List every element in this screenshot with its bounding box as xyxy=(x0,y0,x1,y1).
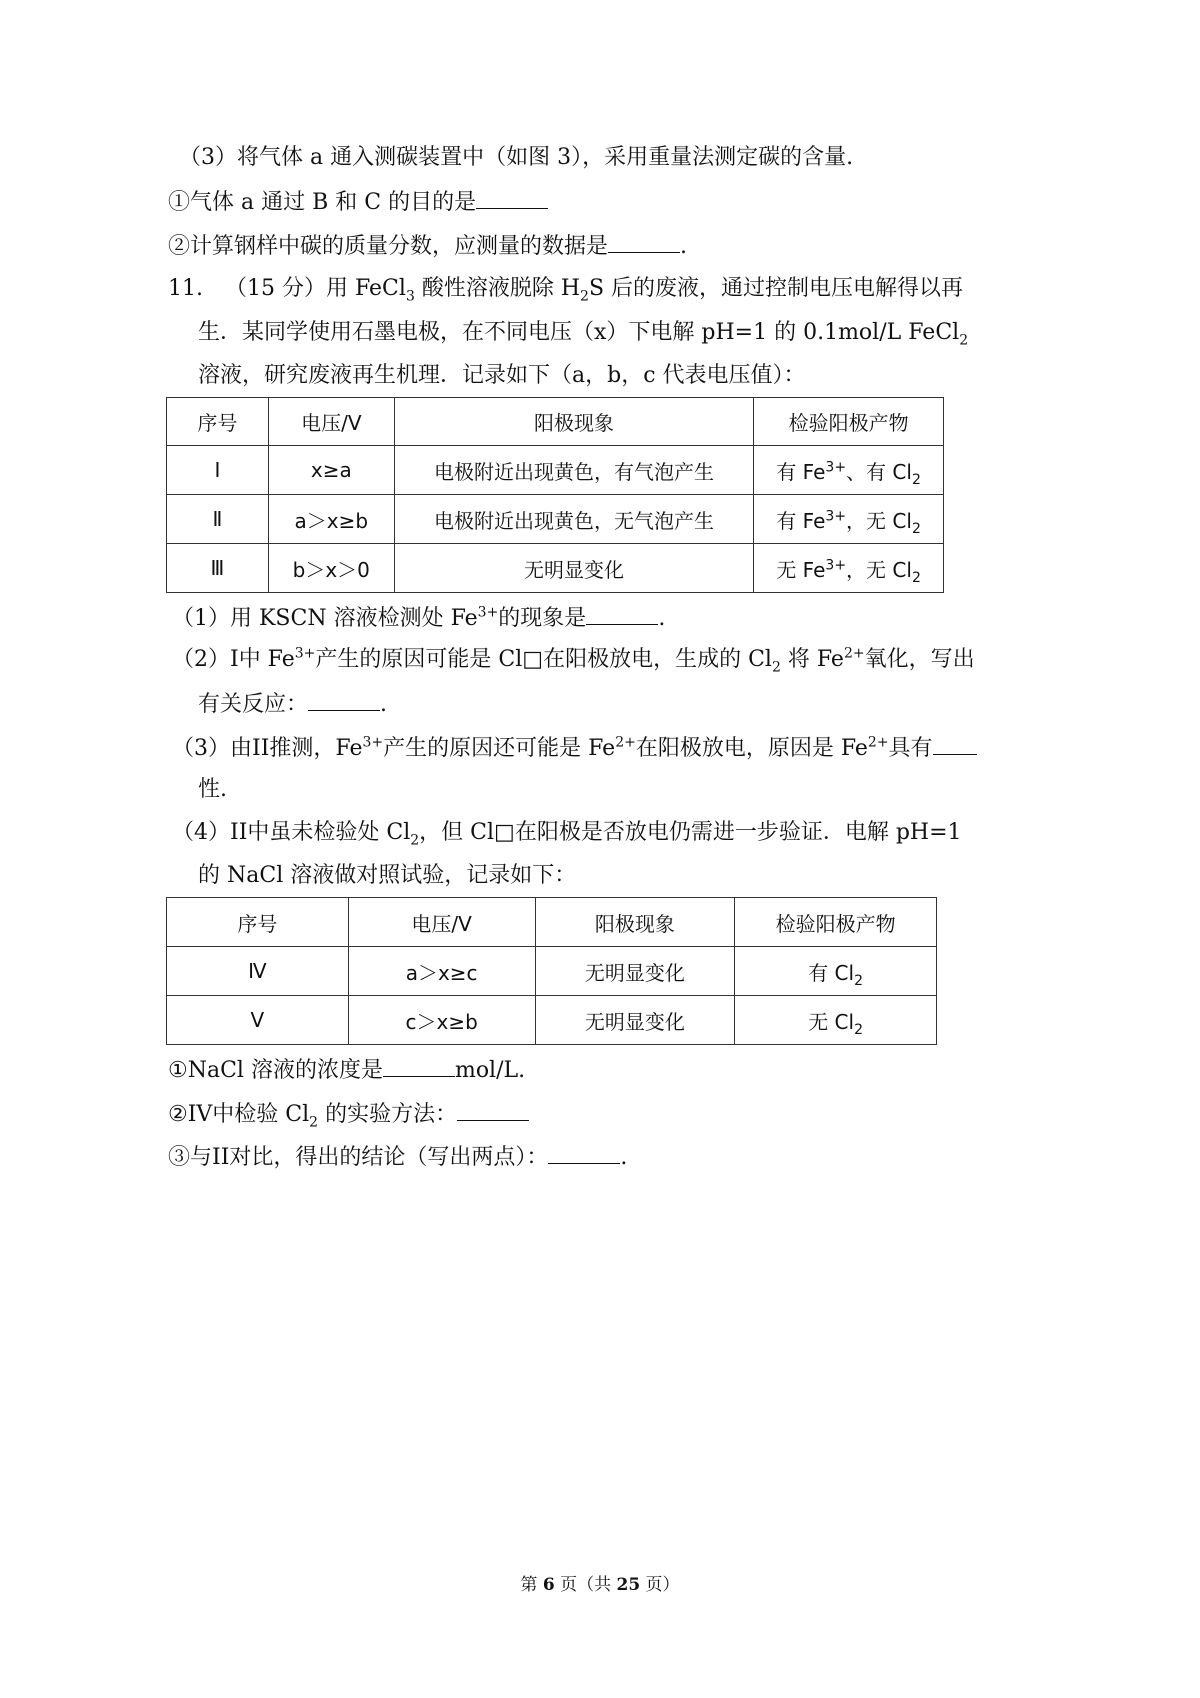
sub-question-4-1-text: ①NaCl 溶液的浓度是 xyxy=(168,1058,383,1083)
part-3-line-1 xyxy=(172,732,977,764)
subscript: 2 xyxy=(771,659,781,676)
part-3-line-2 xyxy=(198,775,227,805)
phenomenon-cell: 电极附近出现黄色，无气泡产生 xyxy=(394,495,753,544)
table-row xyxy=(167,996,937,1045)
product-text: 有 Fe xyxy=(776,459,826,484)
question-number: 11. xyxy=(168,276,203,301)
voltage-cell: b＞x＞0 xyxy=(268,544,394,593)
footer-text: 页） xyxy=(640,1575,680,1595)
answer-blank[interactable] xyxy=(608,230,680,253)
experiment-table-2 xyxy=(166,897,937,1045)
subscript: 2 xyxy=(854,972,864,989)
table-row xyxy=(167,947,937,996)
product-cell xyxy=(754,446,944,495)
part-2-line-2 xyxy=(198,688,387,720)
subscript: 2 xyxy=(309,1114,319,1131)
sub-question-4-1 xyxy=(168,1054,525,1086)
sub-question-4-2-text-a: ②IV中检验 Cl xyxy=(168,1102,310,1127)
answer-blank[interactable] xyxy=(308,688,380,711)
table-header-row xyxy=(167,898,937,947)
row-id: Ⅲ xyxy=(167,544,269,593)
product-text: 有 Cl xyxy=(808,960,855,985)
column-header: 检验阳极产物 xyxy=(754,398,944,446)
part-4-text-b: ，但 Cl xyxy=(419,820,495,845)
product-cell xyxy=(735,947,937,996)
sub-question-3-1-text: ①气体 a 通过 B 和 C 的目的是 xyxy=(168,190,477,215)
subscript: 2 xyxy=(911,569,921,586)
missing-glyph-box: □ xyxy=(522,647,544,672)
row-id: Ⅴ xyxy=(167,996,349,1045)
product-cell xyxy=(735,996,937,1045)
superscript: 2+ xyxy=(867,734,889,751)
column-header: 阳极现象 xyxy=(535,898,735,947)
product-text: ，无 Cl xyxy=(846,557,912,582)
question-3-line xyxy=(179,143,853,173)
voltage-cell: a＞x≥b xyxy=(268,495,394,544)
answer-blank[interactable] xyxy=(383,1054,455,1077)
answer-blank[interactable] xyxy=(457,1098,529,1121)
part-2-text-e: 氧化，写出 xyxy=(864,647,975,672)
column-header: 检验阳极产物 xyxy=(735,898,937,947)
period: . xyxy=(620,1145,628,1170)
product-cell xyxy=(754,544,944,593)
voltage-cell: x≥a xyxy=(268,446,394,495)
page-footer xyxy=(0,1573,1200,1597)
part-1-text-b: 的现象是 xyxy=(498,606,587,631)
part-3-text-a: （3）由II推测，Fe xyxy=(172,736,363,761)
superscript: 3+ xyxy=(825,556,847,573)
superscript: 3+ xyxy=(477,604,499,621)
product-text: 无 Fe xyxy=(776,557,826,582)
column-header: 电压/V xyxy=(268,398,394,446)
sub-question-3-2 xyxy=(168,230,687,262)
period: . xyxy=(680,234,688,259)
part-4-text-a: （4）II中虽未检验处 Cl xyxy=(172,820,411,845)
part-2-text-b: 产生的原因可能是 Cl xyxy=(315,647,523,672)
part-2-text-d: 将 Fe xyxy=(780,647,844,672)
product-text: 有 Fe xyxy=(776,508,826,533)
row-id: Ⅰ xyxy=(167,446,269,495)
row-id: Ⅳ xyxy=(167,947,349,996)
question-3-text: （3）将气体 a 通入测碳装置中（如图 3），采用重量法测定碳的含量. xyxy=(179,145,854,170)
footer-text: 第 xyxy=(520,1575,543,1595)
period: . xyxy=(658,606,666,631)
total-pages: 25 xyxy=(616,1575,641,1595)
part-4-line-2 xyxy=(198,861,576,891)
column-header: 阳极现象 xyxy=(394,398,753,446)
part-1-text-a: （1）用 KSCN 溶液检测处 Fe xyxy=(172,606,478,631)
subscript: 2 xyxy=(911,520,921,537)
column-header: 序号 xyxy=(167,398,269,446)
phenomenon-cell: 电极附近出现黄色，有气泡产生 xyxy=(394,446,753,495)
sub-question-4-3-text: ③与II对比，得出的结论（写出两点）： xyxy=(168,1145,549,1170)
part-3-text-b: 产生的原因还可能是 Fe xyxy=(383,736,616,761)
row-id: Ⅱ xyxy=(167,495,269,544)
phenomenon-cell: 无明显变化 xyxy=(394,544,753,593)
product-text: ，无 Cl xyxy=(846,508,912,533)
question-11-text-a: （15 分）用 FeCl xyxy=(225,276,406,301)
experiment-table-1 xyxy=(166,397,944,593)
answer-blank[interactable] xyxy=(933,732,977,755)
part-3-text-d: 具有 xyxy=(888,736,933,761)
question-11-line-1 xyxy=(168,274,963,304)
column-header: 序号 xyxy=(167,898,349,947)
superscript: 3+ xyxy=(294,645,316,662)
product-cell xyxy=(754,495,944,544)
superscript: 3+ xyxy=(825,458,847,475)
question-11-text-e: 溶液，研究废液再生机理．记录如下（a，b，c 代表电压值）： xyxy=(198,363,806,388)
footer-text: 页（共 xyxy=(554,1575,617,1595)
sub-question-3-2-text: ②计算钢样中碳的质量分数，应测量的数据是 xyxy=(168,234,609,259)
answer-blank[interactable] xyxy=(476,186,548,209)
table-header-row xyxy=(167,398,944,446)
part-4-text-d: 的 NaCl 溶液做对照试验，记录如下： xyxy=(198,863,577,888)
question-11-text-c: S 后的废液，通过控制电压电解得以再 xyxy=(588,276,964,301)
subscript: 3 xyxy=(405,288,415,305)
superscript: 3+ xyxy=(362,734,384,751)
sub-question-4-2-text-b: 的实验方法： xyxy=(318,1102,458,1127)
question-11-line-3 xyxy=(198,361,806,391)
part-1-line xyxy=(172,602,665,634)
phenomenon-cell: 无明显变化 xyxy=(535,996,735,1045)
phenomenon-cell: 无明显变化 xyxy=(535,947,735,996)
part-2-text-a: （2）I中 Fe xyxy=(172,647,295,672)
subscript: 2 xyxy=(410,832,420,849)
subscript: 2 xyxy=(854,1021,864,1038)
answer-blank[interactable] xyxy=(548,1141,620,1164)
superscript: 2+ xyxy=(615,734,636,751)
question-11-text-b: 酸性溶液脱除 H xyxy=(414,276,581,301)
part-4-line-1 xyxy=(172,818,962,848)
sub-question-3-1 xyxy=(168,186,548,218)
sub-question-4-2 xyxy=(168,1098,529,1130)
column-header: 电压/V xyxy=(348,898,535,947)
part-3-text-c: 在阳极放电，原因是 Fe xyxy=(635,736,868,761)
subscript: 2 xyxy=(580,288,589,305)
part-4-text-c: 在阳极是否放电仍需进一步验证．电解 pH=1 xyxy=(514,820,962,845)
table-row xyxy=(167,544,944,593)
unit-text: mol/L. xyxy=(454,1058,526,1083)
superscript: 3+ xyxy=(825,507,847,524)
superscript: 2+ xyxy=(843,645,865,662)
voltage-cell: c＞x≥b xyxy=(348,996,535,1045)
part-2-text-c: 在阳极放电，生成的 Cl xyxy=(543,647,772,672)
missing-glyph-box: □ xyxy=(494,820,515,845)
subscript: 2 xyxy=(959,332,969,349)
part-2-text-f: 有关反应： xyxy=(198,692,309,717)
answer-blank[interactable] xyxy=(586,602,658,625)
sub-question-4-3 xyxy=(168,1141,627,1173)
subscript: 2 xyxy=(911,471,921,488)
product-text: 无 Cl xyxy=(808,1009,855,1034)
question-11-line-2 xyxy=(198,318,968,348)
product-text: 、有 Cl xyxy=(846,459,912,484)
page-number: 6 xyxy=(542,1575,555,1595)
part-3-text-e: 性. xyxy=(198,777,227,802)
period: . xyxy=(380,692,388,717)
voltage-cell: a＞x≥c xyxy=(348,947,535,996)
table-row xyxy=(167,446,944,495)
table-row xyxy=(167,495,944,544)
question-11-text-d: 生．某同学使用石墨电极，在不同电压（x）下电解 pH=1 的 0.1mol/L FeCl xyxy=(198,320,960,345)
part-2-line-1 xyxy=(172,645,975,675)
